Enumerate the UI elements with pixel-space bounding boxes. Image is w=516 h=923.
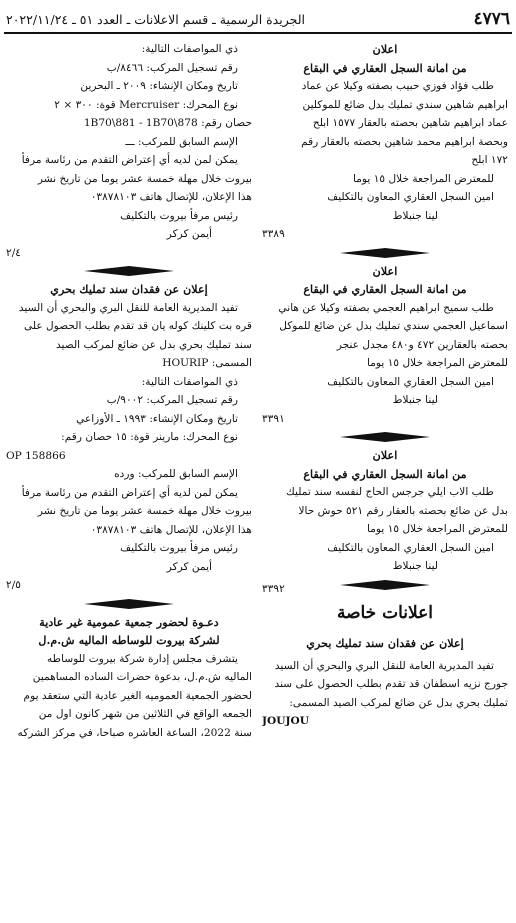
page-number: ٤٧٧٦ — [473, 9, 510, 29]
notice-body-line: قره بت كلينك كوله يان قد تقدم بطلب الحصول على — [24, 320, 252, 332]
signature-name: لينا جنبلاط — [392, 394, 438, 406]
signature-title: امين السجل العقاري المعاون بالتكليف — [327, 191, 494, 203]
notice-body-line: جورج نزيه اسطفان قد تقدم بطلب الحصول على سند — [274, 678, 508, 690]
notice-body-line: طلب سميح ابراهيم العجمي بصفته وكيلا عن هاني — [278, 301, 494, 314]
notice-body-line: هذا الإعلان، للإتصال هاتف ٠٣٨٧٨١٠٣ — [90, 191, 252, 203]
notice-body-line: الجمعه الواقع في الثلاثين من شهر كانون اول من — [38, 708, 252, 720]
notice-body-line: يتشرف مجلس إدارة شركة بيروت للوساطه — [46, 652, 238, 665]
engine-info: نوع المحرك: Mercruiser قوة: ٣٠٠ × ٢ — [54, 98, 238, 111]
notice-body-line: بدل عن ضائع بحصته بالعقار رقم ٥٢١ حوش حالا — [298, 504, 508, 517]
reference-number: ٣٣٨٩ — [262, 228, 285, 240]
notice-body-line: المسمى: HOURIP — [162, 357, 252, 369]
notice-body-line: بحصته بالعقارين ٤٧٢ و٤٨٠ مجدل عنجر — [336, 338, 508, 351]
notice-body-line: اسماعيل العجمي سندي تمليك بدل عن ضائع للموكل — [279, 320, 508, 332]
section-divider — [262, 246, 508, 260]
previous-name: الإسم السابق للمركب: ورده — [114, 468, 238, 480]
notice-body-line: الماليه ش.م.ل، بدعوة حضرات الساده المساهمين — [32, 671, 252, 683]
engine-serial: OP 158866 — [6, 449, 66, 462]
engine-serial: حصان رقم: 1B70\881 - 1B70\878 — [83, 117, 252, 129]
signature-name: أيمن كركر — [166, 228, 212, 240]
notice-body-line: بيروت خلال مهلة خمسة عشر يوما من تاريخ نشر — [37, 172, 252, 185]
notice-body-line: ابراهيم شاهين سندي تمليك بدل ضائع للموكلين — [302, 98, 508, 111]
right-column — [262, 40, 508, 731]
notice-label: اعلان — [372, 448, 398, 462]
notice-body-line: عماد ابراهيم شاهين بحصته بالعقار ١٥٧٧ ابلح — [312, 117, 508, 129]
notice-label: اعلان — [372, 42, 398, 56]
signature-title: رئيس مرفأ بيروت بالتكليف — [120, 542, 238, 554]
notice-body-line: لحضور الجمعية العموميه الغير عادية التي ستعقد يوم — [23, 689, 252, 702]
objection-line: للمعترض المراجعة خلال ١٥ يوما — [366, 523, 508, 535]
left-column — [6, 40, 252, 742]
notice-body-line: بيروت خلال مهلة خمسة عشر يوما من تاريخ نشر — [37, 505, 252, 517]
notice-body-line: تفيد المديرية العامة للنقل البري والبحري أن السيد — [274, 659, 494, 672]
build-info: تاريخ ومكان الإنشاء: ١٩٩٣ ـ الأوزاعي — [76, 412, 238, 425]
reference-number: ٣٣٩١ — [262, 412, 285, 425]
signature-name: لينا جنبلاط — [392, 209, 438, 222]
section-divider — [262, 430, 508, 444]
signature-title: رئيس مرفأ بيروت بالتكليف — [120, 209, 238, 222]
notice-title: من امانة السجل العقاري في البقاع — [303, 60, 467, 75]
objection-line: للمعترض المراجعة خلال ١٥ يوما — [352, 172, 494, 185]
previous-name: الإسم السابق للمركب: ـــ — [125, 135, 238, 148]
notice-body-line: ١٧٢ ابلح — [471, 154, 508, 166]
section-heading: اعلانات خاصة — [336, 603, 434, 623]
notice-title: دعـوة لحضور جمعية عمومية غير عادية — [39, 614, 219, 629]
notice-title: من امانة السجل العقاري في البقاع — [303, 466, 467, 481]
registration-number: رقم تسجيل المركب: ٨٤٦٦/ب — [106, 61, 238, 74]
reference-number: ٣٣٩٢ — [262, 582, 285, 595]
notice-title: إعلان عن فقدان سند تمليك بحري — [306, 636, 464, 650]
page-header — [6, 8, 510, 30]
header-title: الجريدة الرسمية ـ قسم الاعلانات ـ العدد ٥١ ـ ٢٠٢٢/١١/٢٤ — [6, 11, 305, 27]
specs-label: ذي المواصفات التالية: — [141, 375, 238, 388]
notice-subtitle: لشركة بيروت للوساطه الماليه ش.م.ل — [38, 633, 220, 647]
notice-body-line: سنة 2022، الساعة العاشره صباحا، في مركز الشركه — [17, 726, 252, 739]
signature-name: أيمن كركر — [166, 560, 212, 573]
registration-number: رقم تسجيل المركب: ٩٠٠٢/ب — [106, 394, 238, 406]
notice-body-line: تمليك بحري بدل عن ضائع لمركب الصيد المسمى: — [289, 696, 508, 709]
section-divider — [6, 264, 252, 278]
notice-body-line: تفيد المديرية العامة للنقل البري والبحري أن السيد — [18, 301, 238, 314]
section-divider — [6, 597, 252, 611]
signature-title: امين السجل العقاري المعاون بالتكليف — [327, 375, 494, 388]
reference-number: ٢/٥ — [6, 579, 21, 591]
notice-body-line: سند تمليك بحري بدل عن ضائع لمركب الصيد — [56, 338, 252, 351]
specs-label: ذي المواصفات التالية: — [141, 43, 238, 55]
notice-body-line: طلب الاب ايلي جرجس الحاج لنفسه سند تمليك — [286, 486, 494, 498]
notice-title: إعلان عن فقدان سند تمليك بحري — [50, 282, 208, 296]
header-rule — [4, 32, 512, 34]
vessel-name: JOUJOU — [262, 715, 309, 727]
notice-body-line: وبحصة ابراهيم محمد شاهين بحصته بالعقار رقم — [301, 135, 508, 148]
signature-title: امين السجل العقاري المعاون بالتكليف — [327, 541, 494, 554]
signature-name: لينا جنبلاط — [392, 560, 438, 572]
notice-label: اعلان — [372, 263, 398, 278]
reference-number: ٢/٤ — [6, 246, 21, 259]
notice-body-line: طلب فؤاد فوزي حبيب بصفته وكيلا عن عماد — [301, 80, 494, 92]
notice-body-line: يمكن لمن لديه أي إعتراض التقدم من رئاسة مرفأ — [21, 154, 238, 166]
objection-line: للمعترض المراجعة خلال ١٥ يوما — [366, 357, 508, 369]
notice-body-line: يمكن لمن لديه أي إعتراض التقدم من رئاسة مرفأ — [21, 486, 238, 499]
notice-body-line: هذا الإعلان، للإتصال هاتف ٠٣٨٧٨١٠٣ — [90, 523, 252, 536]
engine-info: نوع المحرك: مارينر قوة: ١٥ حصان رقم: — [61, 431, 238, 443]
build-info: تاريخ ومكان الإنشاء: ٢٠٠٩ ـ البحرين — [80, 80, 238, 92]
notice-title: من امانة السجل العقاري في البقاع — [303, 282, 467, 296]
